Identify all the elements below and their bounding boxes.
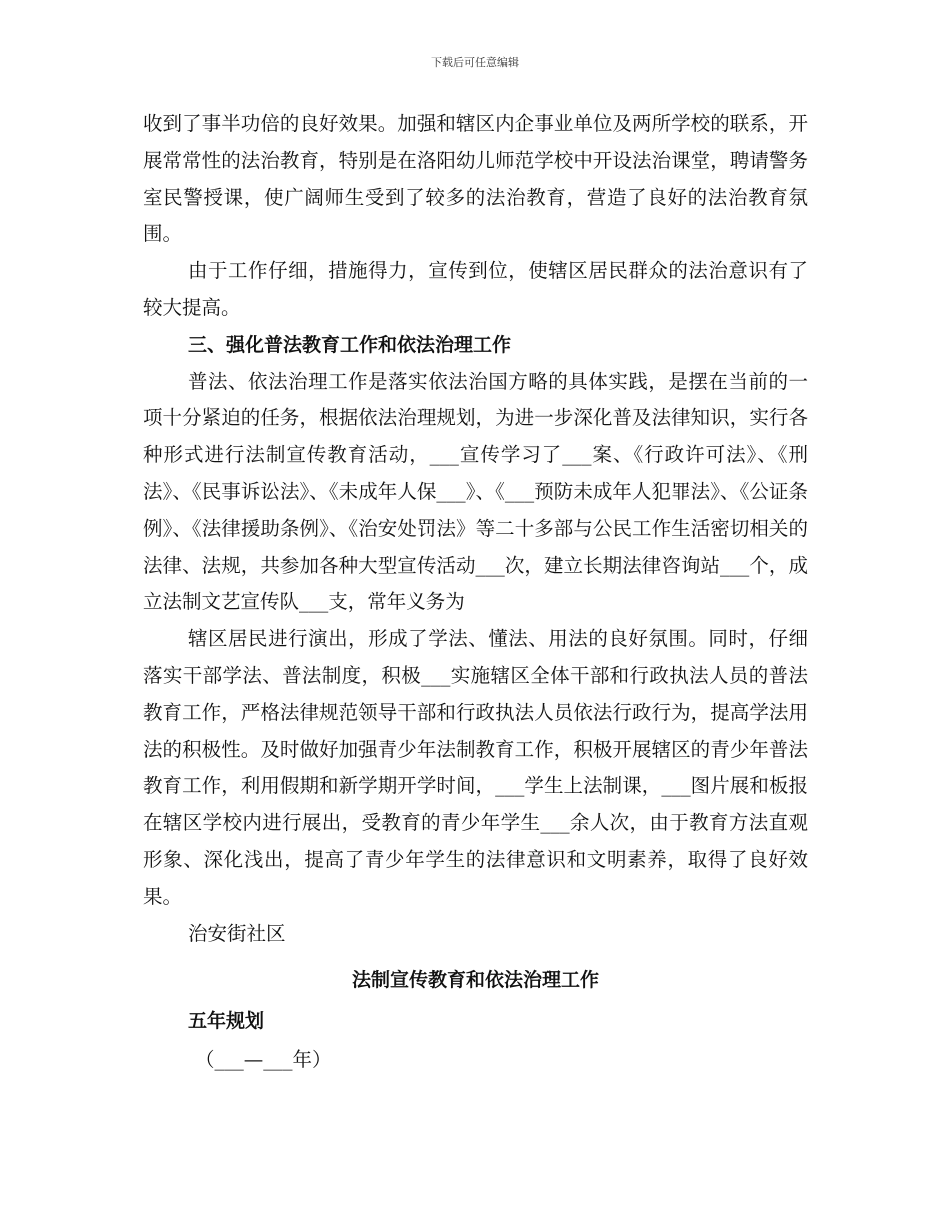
paragraph-legal-education: 普法、依法治理工作是落实依法治国方略的具体实践，是摆在当前的一项十分紧迫的任务，根据依法治理规划，为进一步深化普及法律知识，实行各种形式进行法制宣传教育活动，___宣传学习了___案、《行政许可法》、《刑法》、《民事诉讼法》、《未成年人保___》、《___预防未成年人犯罪法》、《公证条例》、《法律援助条例》、《治安处罚法》等二十多部与公民工作生活密切相关的法律、法规，共参加各种大型宣传活动___次，建立长期法律咨询站___个，成立法制文艺宣传队___支，常年义务为 [143,369,808,614]
paragraph-awareness: 由于工作仔细，措施得力，宣传到位，使辖区居民群众的法治意识有了较大提高。 [143,259,808,319]
plan-period: （___—___年） [195,1047,332,1071]
paragraph-youth-education: 辖区居民进行演出，形成了学法、懂法、用法的良好氛围。同时，仔细落实干部学法、普法制度，积极___实施辖区全体干部和行政执法人员的普法教育工作，严格法律规范领导干部和行政执法人员依法行政行为，提高学法用法的积极性。及时做好加强青少年法制教育工作，积极开展辖区的青少年普法教育工作，利用假期和新学期开学时间，___学生上法制课，___图片展和板报在辖区学校内进行展出，受教育的青少年学生___余人次，由于教育方法直观形象、深化浅出，提高了青少年学生的法律意识和文明素养，取得了良好效果。 [143,627,808,908]
plan-subtitle: 五年规划 [188,1010,265,1033]
page-header-note: 下载后可任意编辑 [431,56,519,69]
document-body [143,106,808,1079]
plan-title: 法制宣传教育和依法治理工作 [351,969,599,992]
community-name: 治安街社区 [188,921,286,945]
paragraph-continuation: 收到了事半功倍的良好效果。加强和辖区内企事业单位及两所学校的联系，开展常常性的法治教育，特别是在洛阳幼儿师范学校中开设法治课堂，聘请警务室民警授课，使广阔师生受到了较多的法治教育，营造了良好的法治教育氛围。 [143,112,808,246]
section-heading-3: 三、强化普法教育工作和依法治理工作 [188,333,512,356]
